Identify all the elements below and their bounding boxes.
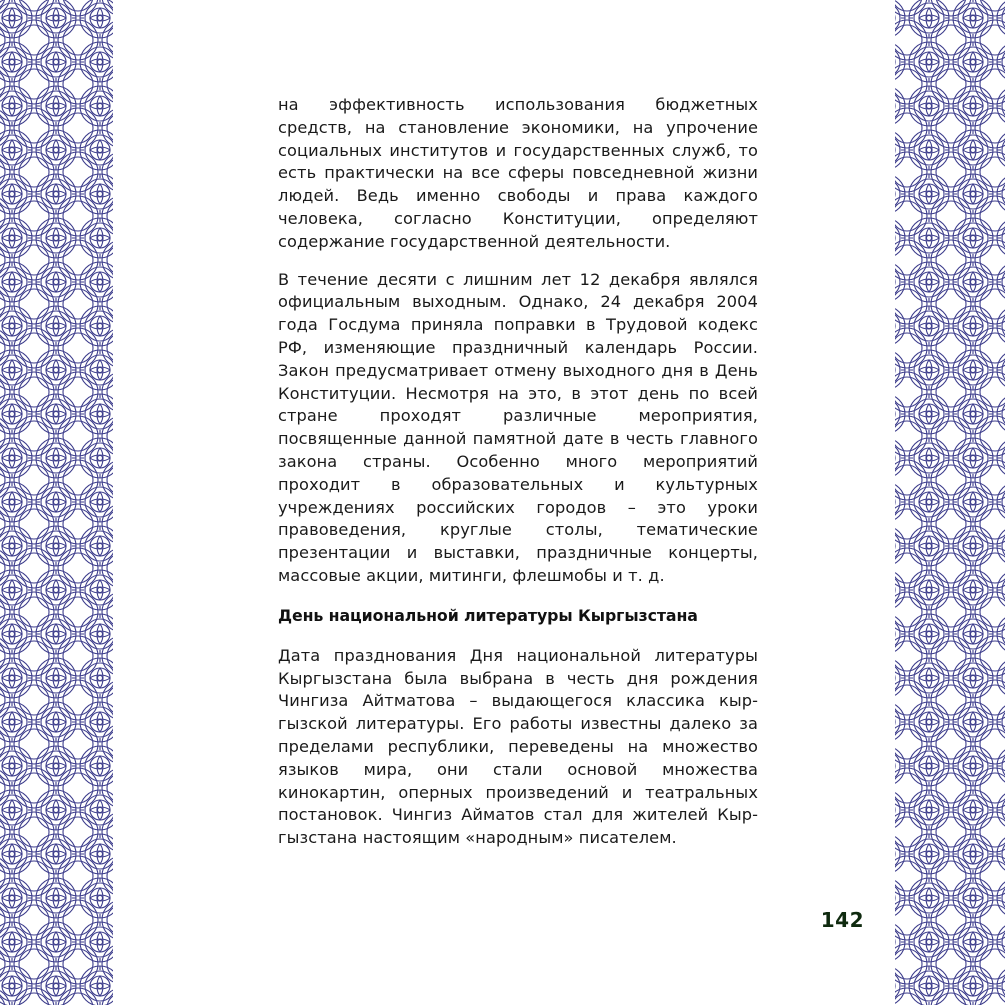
paragraph-december-holiday: В течение десяти с лишним лет 12 декабря являлся официальным выходным. Однако, 24 декабря 2004 года Госдума приняла поправки в Трудовой кодекс РФ, изменяющие праздничный календарь России. Закон предусматривает отмену выходного дня в День Конституции. Несмотря на это, в этот день по всей стране проходят различные мероприятия, посвященные данной памятной дате в честь главного закона страны. Особенно много мероприятий проходит в образовательных и культурных учреждениях российских городов – это уроки правоведения, круглые столы, тематические презентации и выставки, праздничные концерты, массовые акции, митинги, флешмобы и т. д. bbox=[278, 269, 758, 585]
section-heading: День национальной литературы Кыргызстана bbox=[278, 605, 698, 625]
ornamental-border-left bbox=[0, 0, 113, 1005]
ornament-pattern-left bbox=[0, 0, 113, 1005]
paragraph-constitution-effect: на эффективность использования бюджетных средств, на становление экономики, на упрочение социальных институтов и государственных служб, то есть практически на все сферы повседневной жизни людей. Ведь именно свободы и права каждого человека, согласно Конституции, определяют содержание государственной деятельности. bbox=[278, 95, 758, 251]
paragraph-kyrgyz-literature: Дата празднования Дня национальной литературы Кыргызстана была выбрана в честь дня рождения Чингиза Айтматова – выдающегося классика кыргызской литературы. Его работы известны далеко за пределами республики, переведены на множество языков мира, они стали основой множества кинокартин, оперных произведений и театральных постановок. Чингиз Айматов стал для жителей Кыргызстана настоящим «народным» писателем. bbox=[278, 645, 758, 848]
page-number: 142 bbox=[820, 908, 864, 932]
page-body bbox=[278, 94, 758, 850]
ornament-pattern-right bbox=[895, 0, 1005, 1005]
ornamental-border-right bbox=[895, 0, 1005, 1005]
